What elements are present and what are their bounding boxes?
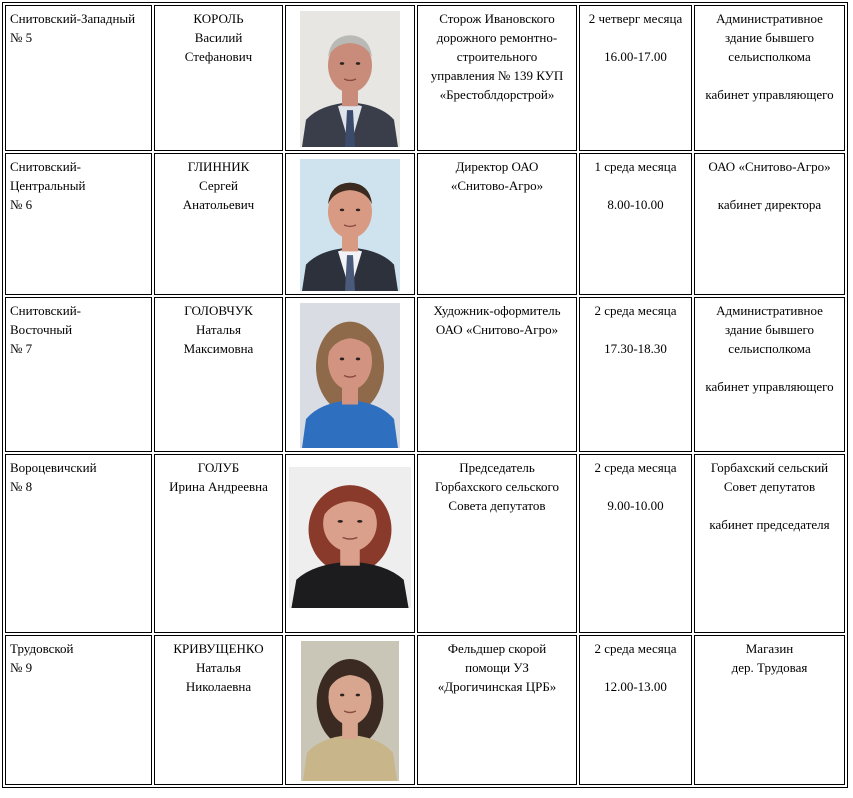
reception-room-line: кабинет управляющего [705,87,834,102]
portrait-photo [301,641,399,781]
table-row [5,635,845,785]
table-row [5,297,845,452]
reception-place-line: здание бывшего [725,322,814,337]
deputy-surname: КОРОЛЬ [193,11,244,26]
schedule-time: 9.00-10.00 [607,498,664,513]
district-cell [5,297,152,452]
photo-eye-left [340,357,344,360]
table-row [5,454,845,633]
position-cell [417,153,577,295]
schedule-gap [584,28,687,47]
position-cell [417,635,577,785]
reception-room-line: кабинет управляющего [705,379,834,394]
schedule-time: 8.00-10.00 [607,197,664,212]
portrait-photo [300,159,400,291]
schedule-cell [579,635,692,785]
reception-place-gap [699,66,840,85]
reception-place-cell [694,5,845,151]
position-line: Совета депутатов [448,498,546,513]
schedule-gap [584,320,687,339]
deputies-table [2,2,848,788]
reception-place-line: здание бывшего [725,30,814,45]
position-line: Фельдшер скорой [447,641,547,656]
position-line: дорожного ремонтно- [436,30,558,45]
deputy-name-cell [154,635,283,785]
deputy-given-name-line: Анатольевич [182,197,255,212]
reception-place-gap [699,496,840,515]
portrait-photo [289,467,411,608]
district-line: № 5 [10,30,33,45]
deputy-surname: КРИВУЩЕНКО [173,641,264,656]
reception-place-line: Горбахский сельский [710,460,829,475]
schedule-cell [579,153,692,295]
schedule-time: 16.00-17.00 [604,49,667,64]
schedule-gap [584,176,687,195]
schedule-gap [584,477,687,496]
photo-eye-left [340,694,344,697]
photo-frame [300,303,400,448]
deputy-given-name-line: Наталья [196,660,241,675]
position-line: Директор ОАО [455,159,539,174]
deputy-name-cell [154,153,283,295]
schedule-day: 2 среда месяца [594,460,677,475]
reception-place-cell [694,635,845,785]
district-line: № 7 [10,341,33,356]
schedule-cell [579,454,692,633]
deputy-surname: ГОЛУБ [197,460,240,475]
photo-frame [301,641,399,781]
reception-place-gap [699,358,840,377]
photo-eye-right [357,520,362,523]
reception-place-line: сельисполкома [728,49,811,64]
district-cell [5,454,152,633]
position-cell [417,5,577,151]
photo-frame [289,467,411,608]
district-line: Восточный [10,322,73,337]
position-cell [417,454,577,633]
schedule-time: 17.30-18.30 [604,341,667,356]
district-line: № 6 [10,197,33,212]
position-line: управления № 139 КУП [430,68,564,83]
reception-place-line: сельисполкома [728,341,811,356]
deputy-surname: ГЛИННИК [187,159,250,174]
position-line: Художник-оформитель [433,303,561,318]
photo-cell [285,635,415,785]
schedule-day: 2 четверг месяца [588,11,683,26]
district-line: Снитовский- [10,303,81,318]
district-line: Вороцевичский [10,460,97,475]
district-line: Центральный [10,178,86,193]
reception-place-cell [694,297,845,452]
reception-place-gap [699,176,840,195]
deputy-given-name-line: Стефанович [184,49,253,64]
photo-eye-right [356,62,360,65]
reception-room-line: кабинет директора [717,197,822,212]
reception-place-line: Административное [716,11,823,26]
photo-cell [285,454,415,633]
position-line: Горбахского сельского [434,479,560,494]
position-cell [417,297,577,452]
schedule-cell [579,5,692,151]
deputy-given-name-line: Наталья [196,322,241,337]
deputy-name-cell [154,297,283,452]
deputy-given-name-line: Сергей [199,178,238,193]
reception-place-cell [694,454,845,633]
portrait-photo [300,11,400,147]
district-cell [5,153,152,295]
district-line: № 8 [10,479,33,494]
deputy-surname: ГОЛОВЧУК [184,303,253,318]
schedule-time: 12.00-13.00 [604,679,667,694]
photo-cell [285,5,415,151]
reception-place-line: Магазин [745,641,794,656]
district-line: № 9 [10,660,33,675]
photo-eye-right [356,209,360,212]
position-line: строительного [456,49,538,64]
deputy-given-name-line: Николаевна [185,679,252,694]
position-line: ОАО «Снитово-Агро» [435,322,559,337]
schedule-gap [584,658,687,677]
photo-cell [285,297,415,452]
district-line: Снитовский-Западный [10,11,136,26]
photo-frame [300,11,400,147]
deputy-name-cell [154,5,283,151]
district-line: Снитовский- [10,159,81,174]
position-line: «Дрогичинская ЦРБ» [437,679,557,694]
position-line: «Брестоблдорстрой» [439,87,555,102]
deputy-given-name-line: Ирина Андреевна [169,479,268,494]
position-line: Председатель [459,460,535,475]
photo-eye-right [356,357,360,360]
position-line: Сторож Ивановского [439,11,555,26]
schedule-day: 2 среда месяца [594,303,677,318]
district-cell [5,635,152,785]
reception-place-line: Административное [716,303,823,318]
reception-room-line: кабинет председателя [709,517,830,532]
deputy-name-cell [154,454,283,633]
schedule-day: 2 среда месяца [594,641,677,656]
reception-place-line: ОАО «Снитово-Агро» [708,159,831,174]
photo-eye-right [356,694,360,697]
table-row [5,153,845,295]
photo-frame [300,159,400,291]
deputy-given-name-line: Максимовна [183,341,254,356]
district-cell [5,5,152,151]
portrait-photo [300,303,400,448]
photo-eye-left [338,520,343,523]
photo-cell [285,153,415,295]
schedule-day: 1 среда месяца [594,159,677,174]
position-line: помощи УЗ [465,660,529,675]
reception-place-line: Совет депутатов [723,479,816,494]
deputy-given-name-line: Василий [194,30,243,45]
deputies-table-body [5,5,845,785]
reception-place-cell [694,153,845,295]
reception-place-line: дер. Трудовая [731,660,808,675]
district-line: Трудовской [10,641,74,656]
position-line: «Снитово-Агро» [450,178,544,193]
photo-eye-left [340,209,344,212]
photo-eye-left [340,62,344,65]
schedule-cell [579,297,692,452]
table-row [5,5,845,151]
